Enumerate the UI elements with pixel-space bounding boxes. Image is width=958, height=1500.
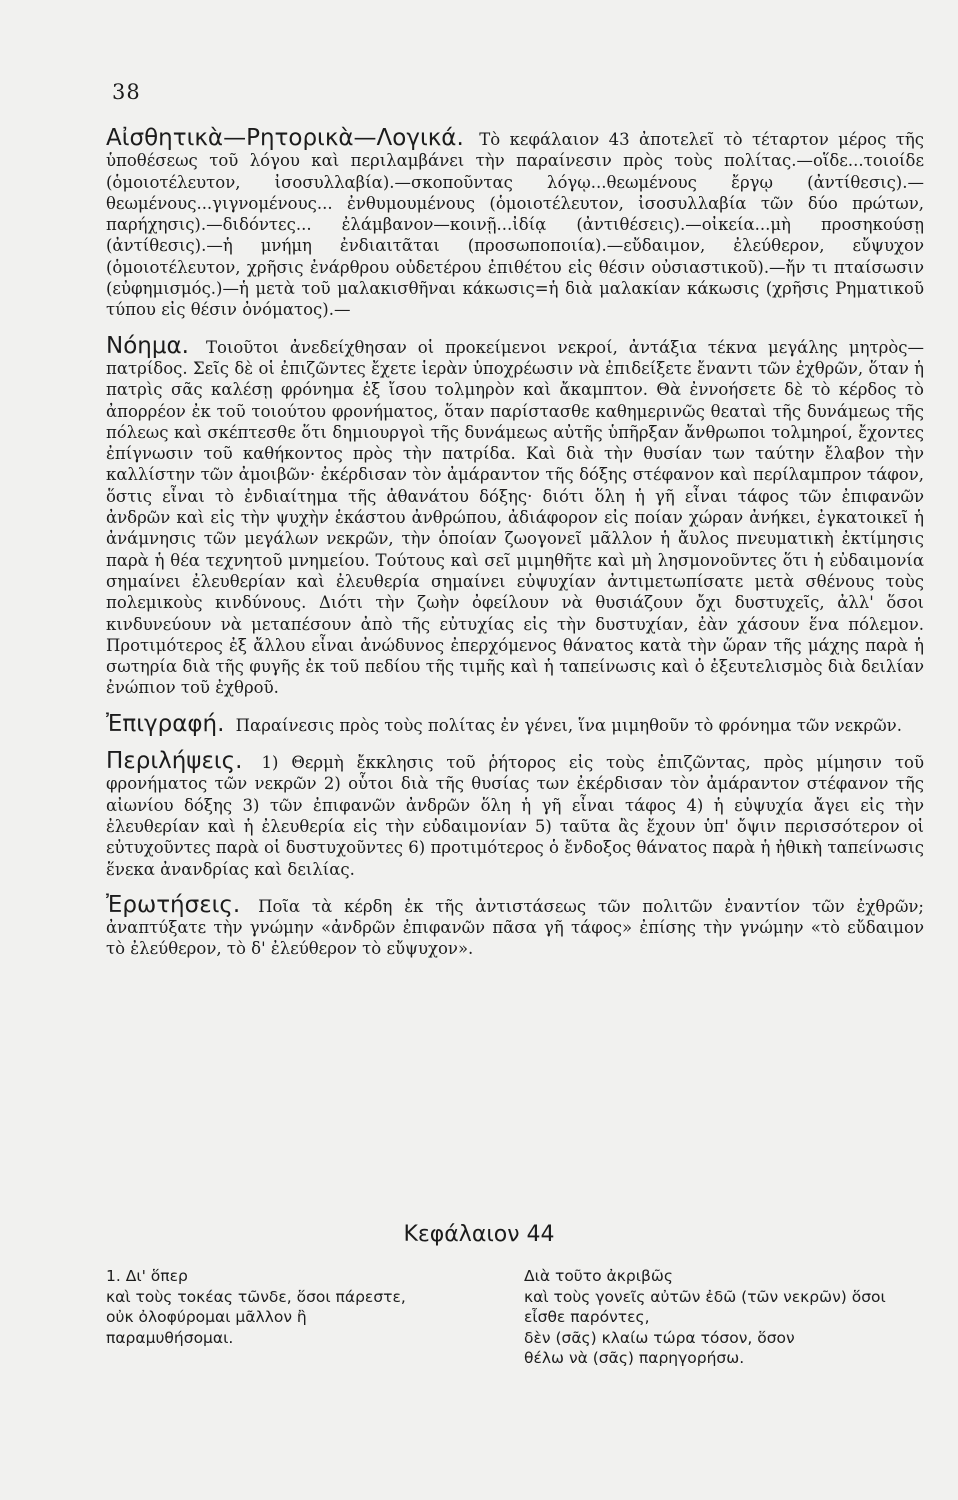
section-text: Τοιοῦτοι ἀνεδείχθησαν οἱ προκείμενοι νεκροί, ἀντάξια τέκνα μεγάλης μητρὸς—πατρίδος. Σεῖς δὲ οἱ ἐπιζῶντες ἔχετε ἱερὰν ὑποχρέωσιν νὰ ἐπιδείξετε ἔναντι τῶν ἐχθρῶν, ὅταν ἡ πατρὶς σᾶς καλέσῃ φρόνημα ἐξ ἴσου τολμηρὸν καὶ ἄκαμπτον. Θὰ ἐννοήσετε δὲ τὸ κέρδος τὸ ἀπορρέον ἐκ τοῦ τοιούτου φρονήματος, ὅταν παρίστασθε καθημερινῶς θεαταὶ τῆς δυνάμεως τῆς πόλεως καὶ σκέπτεσθε ὅτι δημιουργοὶ τῆς δυνάμεως αὐτῆς ὑπῆρξαν ἄνθρωποι τολμηροί, ἔχοντες ἐπίγνωσιν τοῦ καθήκοντος πρὸς τὴν πατρίδα. Καὶ διὰ τὴν θυσίαν των ταύτην ἔλαβον τὴν καλλίστην τῶν ἀμοιβῶν· ἐκέρδισαν τὸν ἀμάραντον τῆς δόξης στέφανον καὶ περίλαμπρον τάφον, ὅστις εἶναι τὸ ἐνδιαίτημα τῆς ἀθανάτου δόξης· διότι ὅλη ἡ γῆ εἶναι τάφος τῶν ἐπιφανῶν ἀνδρῶν καὶ εἰς τὴν ψυχὴν ἑκάστου ἀνθρώπου, ἀδιάφορον εἰς ποίαν χώραν ἀνήκει, ἐγκατοικεῖ ἡ ἀνάμνησις τῶν μεγάλων νεκρῶν, τὴν ὁποίαν ζωογονεῖ μᾶλλον ἡ ἄυλος πνευματικὴ ἐκτίμησις παρὰ ἡ θέα τεχνητοῦ μνημείου. Τούτους καὶ σεῖ μιμηθῆτε καὶ μὴ λησμονοῦντες ὅτι ἡ εὐδαιμονία σημαίνει ἐλευθερίαν καὶ ἐλευθερία σημαίνει εὐψυχίαν ἀντιμετωπίσατε μετὰ σθένους τοὺς πολεμικοὺς κινδύνους. Διότι τὴν ζωὴν ὀφείλουν νὰ θυσιάζουν ὄχι δυστυχεῖς, ἀλλ' ὅσοι κινδυνεύουν νὰ μεταπέσουν ἀπὸ τῆς εὐτυχίας εἰς τὴν δυστυχίαν, ἐὰν χάσουν ἕνα πόλεμον. Προτιμότερος ἐξ ἄλλου εἶναι ἀνώδυνος ἐπερχόμενος θάνατος κατὰ τὴν ὥραν τῆς μάχης παρὰ ἡ σωτηρία διὰ τῆς φυγῆς ἐκ τοῦ πεδίου τῆς τιμῆς καὶ ἡ ταπείνωσις καὶ ὁ ἐξευτελισμὸς διὰ δειλίαν ἐνώπιον τοῦ ἐχθροῦ. [106,337,924,698]
section-heading: Ἐπιγραφή. [106,710,225,737]
ancient-line: 1. Δι' ὅπερ [106,1267,188,1285]
section-aesthetics-rhetoric-logic [106,125,925,321]
translation-line: θέλω νὰ (σᾶς) παρηγορήσω. [524,1349,745,1367]
section-text: 1) Θερμὴ ἔκκλησις τοῦ ῥήτορος εἰς τοὺς ἐπιζῶντας, πρὸς μίμησιν τοῦ φρονήματος τῶν νεκρῶν 2) οὗτοι διὰ τῆς θυσίας των ἐκέρδισαν τὸν ἀμάραντον στέφανον τῆς αἰωνίου δόξης 3) τῶν ἐπιφανῶν ἀνδρῶν ὅλη ἡ γῆ εἶναι τάφος 4) ἡ εὐψυχία ἄγει εἰς τὴν ἐλευθερίαν καὶ ἡ ἐλευθερία εἰς τὴν εὐδαιμονίαν 5) ταῦτα ἂς ἔχουν ὑπ' ὄψιν περισσότερον οἱ εὐτυχοῦντες παρὰ οἱ δυστυχοῦντες 6) προτιμότερος ὁ ἔνδοξος θάνατος παρὰ ἡ ἠθικὴ ταπείνωσις ἕνεκα ἀνανδρίας καὶ δειλίας. [106,753,924,879]
chapter-title: Κεφάλαιον 44 [403,1222,555,1247]
section-meaning [106,332,924,699]
commentary-sections [106,125,925,975]
ancient-line: παραμυθήσομαι. [106,1328,234,1347]
translation-line: Διὰ τοῦτο ἀκριβῶς [524,1267,673,1285]
ancient-line: καὶ τοὺς τοκέας τῶνδε, ὅσοι πάρεστε, [106,1287,406,1306]
section-text: Παραίνεσις πρὸς τοὺς πολίτας ἐν γένει, ἵνα μιμηθοῦν τὸ φρόνημα τῶν νεκρῶν. [235,715,902,735]
section-text: Ποῖα τὰ κέρδη ἐκ τῆς ἀντιστάσεως τῶν πολιτῶν ἐναντίον τῶν ἐχθρῶν; ἀναπτύξατε τὴν γνώμην «ἀνδρῶν ἐπιφανῶν πᾶσα γῆ τάφος» ἐπίσης τὴν γνώμην «τὸ εὔδαιμον τὸ ἐλεύθερον, τὸ δ' ἐλεύθερον τὸ εὔψυχον». [106,896,924,959]
ancient-line: οὐκ ὀλοφύρομαι μᾶλλον ἢ [106,1308,307,1326]
ancient-text-column [106,1266,501,1369]
section-heading: Ἐρωτήσεις. [106,891,241,918]
modern-translation-column [524,1266,924,1369]
section-heading: Νόημα. [106,332,189,359]
translation-columns [106,1266,924,1369]
section-text: Τὸ κεφάλαιον 43 ἀποτελεῖ τὸ τέταρτον μέρος τῆς ὑποθέσεως τοῦ λόγου καὶ περιλαμβάνει τὴν παραίνεσιν πρὸς τοὺς πολίτας.—οἵδε...τοιοίδε (ὁμοιοτέλευτον, ἰσοσυλλαβία).—σκοποῦντας λόγῳ...θεωμένους ἔργῳ (ἀντίθεσις).—θεωμένους...γιγνομένους... ἐνθυμουμένους (ὁμοιοτέλευτον, ἰσοσυλλαβία τῶν δύο πρώτων, παρήχησις).—διδόντες... ἐλάμβανον—κοινῇ...ἰδίᾳ (ἀντιθέσεις).—οἰκεία...μὴ προσηκούσῃ (ἀντίθεσις).—ἡ μνήμη ἐνδιαιτᾶται (προσωποποιία).—εὔδαιμον, ἐλεύθερον, εὔψυχον (ὁμοιοτέλευτον, χρῆσις ἐνάρθρου οὐδετέρου ἐπιθέτου εἰς θέσιν οὐσιαστικοῦ).—ἤν τι πταίσωσιν (εὐφημισμός.)—ἡ μετὰ τοῦ μαλακισθῆναι κάκωσις=ἡ διὰ μαλακίαν κάκωσις (χρῆσις Ρηματικοῦ τύπου εἰς θέσιν ὀνόματος).— [106,130,925,320]
section-summaries [106,748,924,880]
section-questions [106,891,924,960]
section-heading: Περιλήψεις. [106,748,243,775]
section-heading: Αἰσθητικὰ—Ρητορικὰ—Λογικά. [106,125,464,151]
translation-line: δὲν (σᾶς) κλαίω τώρα τόσον, ὅσον [524,1328,795,1347]
section-title-inscription [106,710,924,737]
translation-line: καὶ τοὺς γονεῖς αὐτῶν ἐδῶ (τῶν νεκρῶν) ὅσοι εἶσθε παρόντες, [524,1287,886,1326]
page-number: 38 [112,80,141,104]
